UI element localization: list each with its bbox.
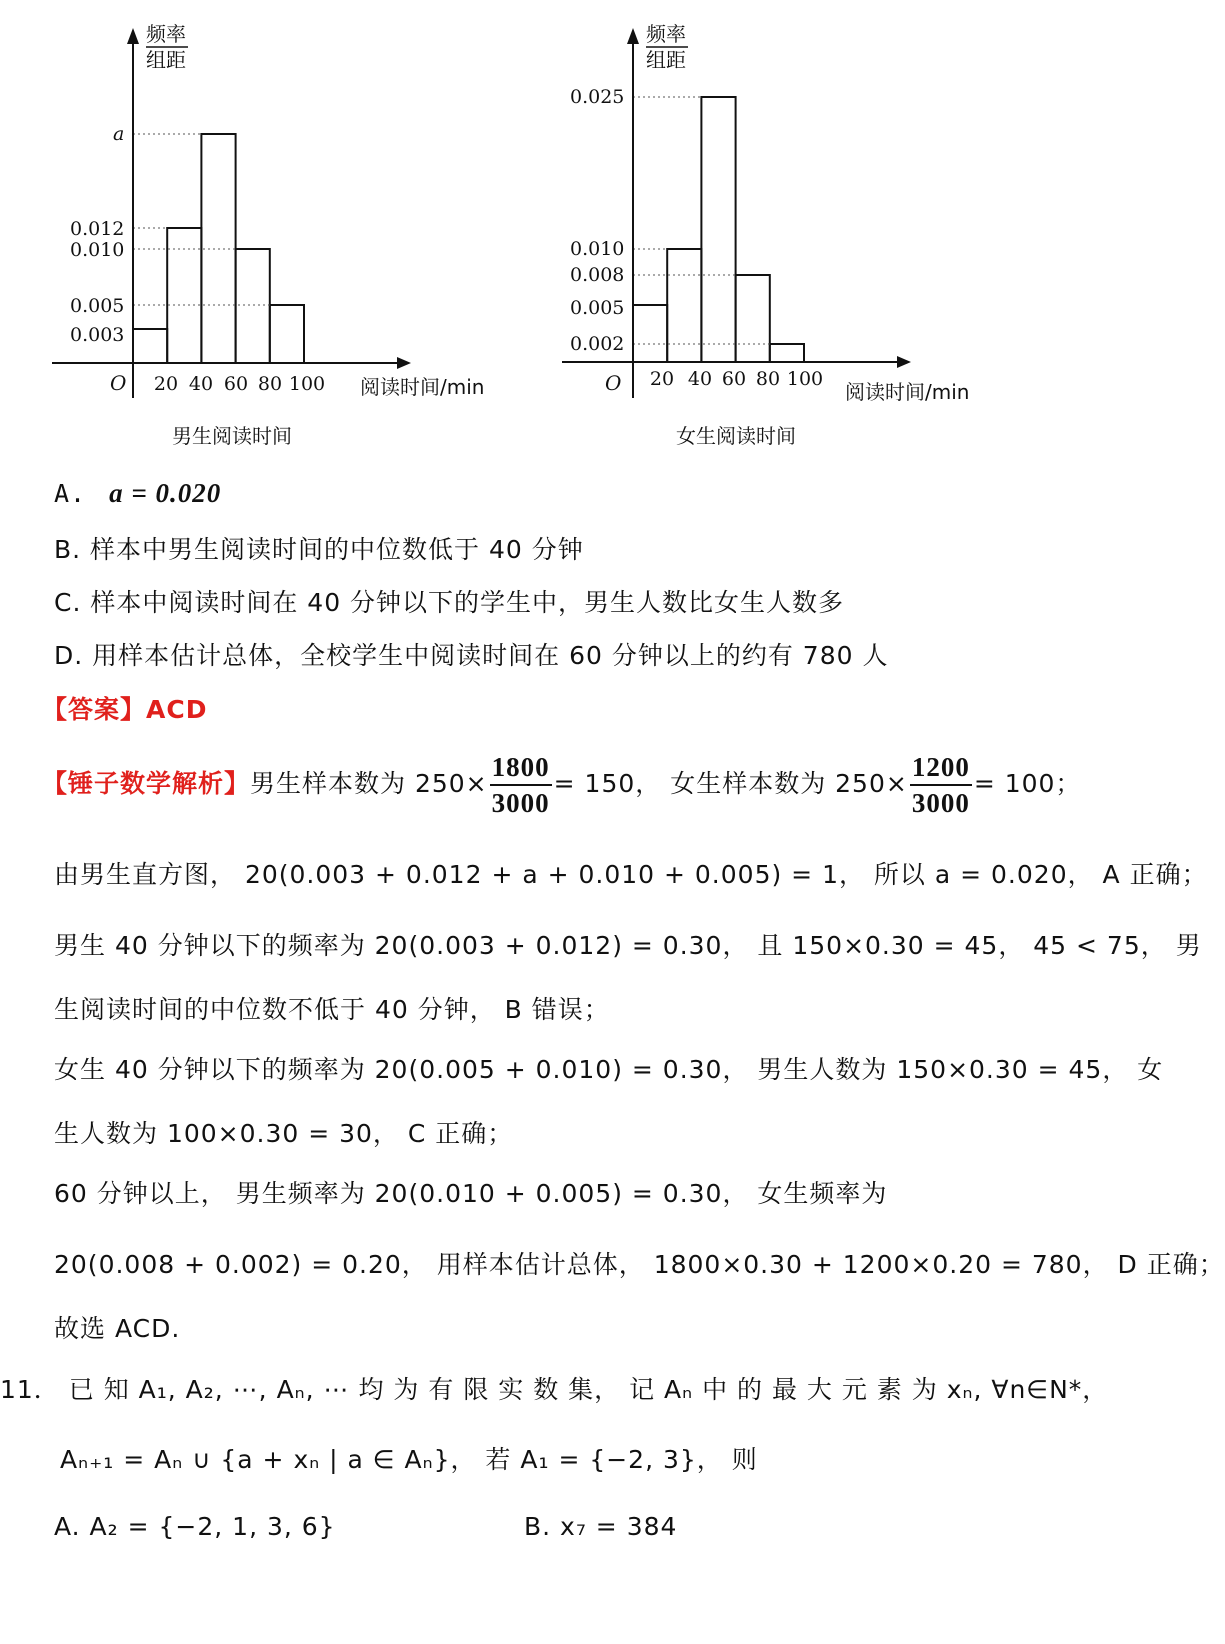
analysis-l1-a: 男生样本数为 250× xyxy=(250,769,488,798)
female-histogram xyxy=(540,0,1080,460)
male-ytick-a: a xyxy=(113,123,125,145)
fraction-numerator: 1800 xyxy=(490,750,552,786)
female-y-title-bottom: 组距 xyxy=(646,48,686,72)
answer-tag: 【答案】 xyxy=(42,695,147,724)
female-ytick-0005: 0.005 xyxy=(570,297,625,319)
male-ytick-0005: 0.005 xyxy=(70,295,125,317)
histogram-bar xyxy=(667,249,701,362)
male-xtick-100: 100 xyxy=(288,373,326,395)
female-ytick-0008: 0.008 xyxy=(570,264,625,286)
female-xtick-60: 60 xyxy=(721,368,747,390)
male-ytick-0010: 0.010 xyxy=(70,239,125,261)
male-ytick-0003: 0.003 xyxy=(70,324,125,346)
analysis-line-7: 60 分钟以上， 男生频率为 20(0.010 + 0.005) = 0.30， 女生频率为 xyxy=(54,1179,888,1208)
female-bars xyxy=(633,97,804,362)
option-d: D. 用样本估计总体，全校学生中阅读时间在 60 分钟以上的约有 780 人 xyxy=(54,641,889,670)
fraction-1200-3000 xyxy=(910,750,972,820)
analysis-l1-b: = 150， 女生样本数为 250× xyxy=(553,769,908,798)
option-a-math: a = 0.020 xyxy=(109,478,222,508)
female-ytick-0002: 0.002 xyxy=(570,333,625,355)
female-ytick-0025: 0.025 xyxy=(570,86,625,108)
histogram-bar xyxy=(633,305,667,362)
male-origin: O xyxy=(110,371,127,395)
male-y-axis-arrow xyxy=(127,28,139,44)
histogram-bar xyxy=(736,275,770,362)
female-xtick-100: 100 xyxy=(786,368,824,390)
fraction-denominator: 3000 xyxy=(911,788,970,818)
analysis-line-8: 20(0.008 + 0.002) = 0.20， 用样本估计总体， 1800×0.30 + 1200×0.20 = 780， D 正确； xyxy=(54,1250,1225,1279)
male-x-axis-arrow xyxy=(397,357,411,369)
histogram-bar xyxy=(701,97,735,362)
answer-line xyxy=(42,690,207,726)
fraction-denominator: 3000 xyxy=(491,788,550,818)
female-xtick-20: 20 xyxy=(649,368,675,390)
option-a xyxy=(54,478,221,509)
female-xtick-80: 80 xyxy=(755,368,781,390)
histogram-bar xyxy=(236,249,270,363)
option-c: C. 样本中阅读时间在 40 分钟以下的学生中，男生人数比女生人数多 xyxy=(54,588,845,617)
male-xtick-80: 80 xyxy=(257,373,283,395)
male-ytick-0012: 0.012 xyxy=(70,218,125,240)
female-xtick-40: 40 xyxy=(687,368,713,390)
male-x-unit: 阅读时间/min xyxy=(360,375,485,399)
female-x-axis-arrow xyxy=(897,356,911,368)
q11-option-a: A. A₂ = {−2, 1, 3, 6} xyxy=(54,1512,336,1541)
q11-line-1: 11． 已 知 A₁, A₂, ⋯, Aₙ, ⋯ 均 为 有 限 实 数 集， 记 Aₙ 中 的 最 大 元 素 为 xₙ, ∀n∈N*， xyxy=(0,1375,1109,1404)
male-xtick-20: 20 xyxy=(153,373,179,395)
option-b: B. 样本中男生阅读时间的中位数低于 40 分钟 xyxy=(54,535,584,564)
q11-line-2: Aₙ₊₁ = Aₙ ∪ {a + xₙ | a ∈ Aₙ}， 若 A₁ = {−2, 3}， 则 xyxy=(60,1445,758,1474)
analysis-line-1 xyxy=(42,750,1081,820)
fraction-1800-3000 xyxy=(490,750,552,820)
male-y-title-bottom: 组距 xyxy=(146,48,186,72)
male-caption: 男生阅读时间 xyxy=(172,424,292,448)
analysis-line-4: 生阅读时间的中位数不低于 40 分钟， B 错误； xyxy=(54,995,610,1024)
fraction-numerator: 1200 xyxy=(910,750,972,786)
male-xtick-60: 60 xyxy=(223,373,249,395)
option-a-label: A. xyxy=(54,479,87,508)
analysis-l1-c: = 100； xyxy=(973,769,1082,798)
male-histogram xyxy=(0,0,540,460)
female-y-title-top: 频率 xyxy=(646,22,686,46)
male-y-title-top: 频率 xyxy=(146,22,186,46)
histogram-bar xyxy=(167,228,201,363)
histogram-bar xyxy=(270,305,304,363)
male-xtick-40: 40 xyxy=(188,373,214,395)
histogram-bar xyxy=(770,344,804,362)
analysis-line-6: 生人数为 100×0.30 = 30， C 正确； xyxy=(54,1119,514,1148)
female-origin: O xyxy=(605,371,622,395)
q11-option-b: B. x₇ = 384 xyxy=(524,1512,678,1541)
analysis-line-9: 故选 ACD. xyxy=(54,1314,181,1343)
female-x-unit: 阅读时间/min xyxy=(845,380,970,404)
female-ytick-0010: 0.010 xyxy=(570,238,625,260)
analysis-line-5: 女生 40 分钟以下的频率为 20(0.005 + 0.010) = 0.30， 男生人数为 150×0.30 = 45， 女 xyxy=(54,1055,1164,1084)
analysis-line-2: 由男生直方图， 20(0.003 + 0.012 + a + 0.010 + 0.005) = 1， 所以 a = 0.020， A 正确； xyxy=(54,860,1208,889)
female-y-axis-arrow xyxy=(627,28,639,44)
female-caption: 女生阅读时间 xyxy=(676,424,796,448)
analysis-line-3: 男生 40 分钟以下的频率为 20(0.003 + 0.012) = 0.30， 且 150×0.30 = 45， 45 < 75， 男 xyxy=(54,931,1202,960)
analysis-tag: 【锤子数学解析】 xyxy=(42,769,251,798)
answer-value: ACD xyxy=(146,695,208,724)
histogram-bar xyxy=(133,329,167,363)
